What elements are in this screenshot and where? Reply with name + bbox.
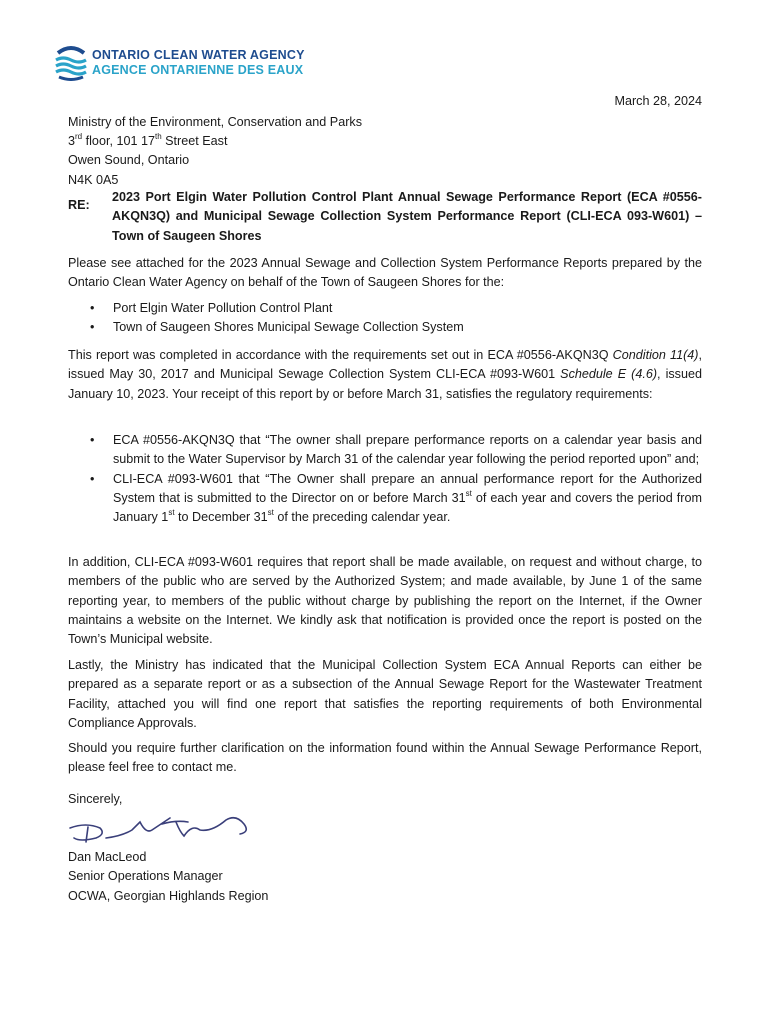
compliance-paragraph: This report was completed in accordance with the requirements set out in ECA #0556-AKQN3Q Condition 11(4), issued May 30, 2017 and Municipal Sewage Collection System CLI-ECA #093-W601 Schedule E (4.6), issued January 10, 2023. Your receipt of this report by or before March 31, satisfies the regulatory requirements: <box>68 348 702 401</box>
list-item: • Port Elgin Water Pollution Control Plant <box>90 299 702 318</box>
recipient-address <box>68 113 362 190</box>
signer-org: OCWA, Georgian Highlands Region <box>68 888 269 903</box>
water-waves-icon <box>54 45 88 81</box>
ocwa-logo <box>54 45 314 85</box>
address-line: N4K 0A5 <box>68 172 119 187</box>
handwritten-signature <box>66 810 266 853</box>
ministry-paragraph: Lastly, the Ministry has indicated that the Municipal Collection System ECA Annual Reports can either be prepared as a separate report or as a subsection of the Annual Sewage Report for the Wastewater Treatment Facility, attached you will find one report that satisfies the reporting requirements of both Environmental Compliance Approvals. <box>68 658 702 730</box>
report-list <box>90 299 702 338</box>
list-item: • CLI-ECA #093-W601 that “The Owner shall prepare an annual performance report for the Authorized System that is submitted to the Director on or before March 31st of each year and covers the period from January 1st to December 31st of the preceding calendar year. <box>90 470 702 528</box>
availability-paragraph: In addition, CLI-ECA #093-W601 requires that report shall be made available, on request and without charge, to members of the public who are served by the Authorized System; and made available, by June 1 of the same reporting year, to members of the public without charge by publishing the report on the Internet, if the Owner maintains a website on the Internet. We kindly ask that notification is provided once the report is posted on the Town’s Municipal website. <box>68 555 702 647</box>
signer-title: Senior Operations Manager <box>68 869 223 884</box>
list-item: • Town of Saugeen Shores Municipal Sewage Collection System <box>90 318 702 337</box>
logo-name-english: ONTARIO CLEAN WATER AGENCY <box>92 48 305 62</box>
letter-date: March 28, 2024 <box>614 94 702 108</box>
re-subject: 2023 Port Elgin Water Pollution Control Plant Annual Sewage Performance Report (ECA #0556-AKQN3Q) and Municipal Sewage Collection System Performance Report (CLI-ECA 093-W601) – Town of Saugeen Shores <box>112 190 702 243</box>
address-line: Owen Sound, Ontario <box>68 153 190 168</box>
address-line: Ministry of the Environment, Conservation and Parks <box>68 115 362 129</box>
signer-name: Dan MacLeod <box>68 850 147 864</box>
intro-paragraph: Please see attached for the 2023 Annual Sewage and Collection System Performance Reports prepared by the Ontario Clean Water Agency on behalf of the Town of Saugeen Shores for the: <box>68 256 702 290</box>
list-item: • ECA #0556-AKQN3Q that “The owner shall prepare performance reports on a calendar year basis and submit to the Water Supervisor by March 31 of the calendar year following the period reported upon” and; <box>90 431 702 470</box>
signer-block <box>68 848 268 906</box>
re-label: RE: <box>68 198 90 212</box>
logo-name-french: AGENCE ONTARIENNE DES EAUX <box>92 63 304 77</box>
closing: Sincerely, <box>68 792 123 806</box>
requirements-list <box>90 431 702 527</box>
address-line: 3rd floor, 101 17th Street East <box>68 132 228 149</box>
contact-paragraph: Should you require further clarification on the information found within the Annual Sewage Performance Report, please feel free to contact me. <box>68 741 702 775</box>
